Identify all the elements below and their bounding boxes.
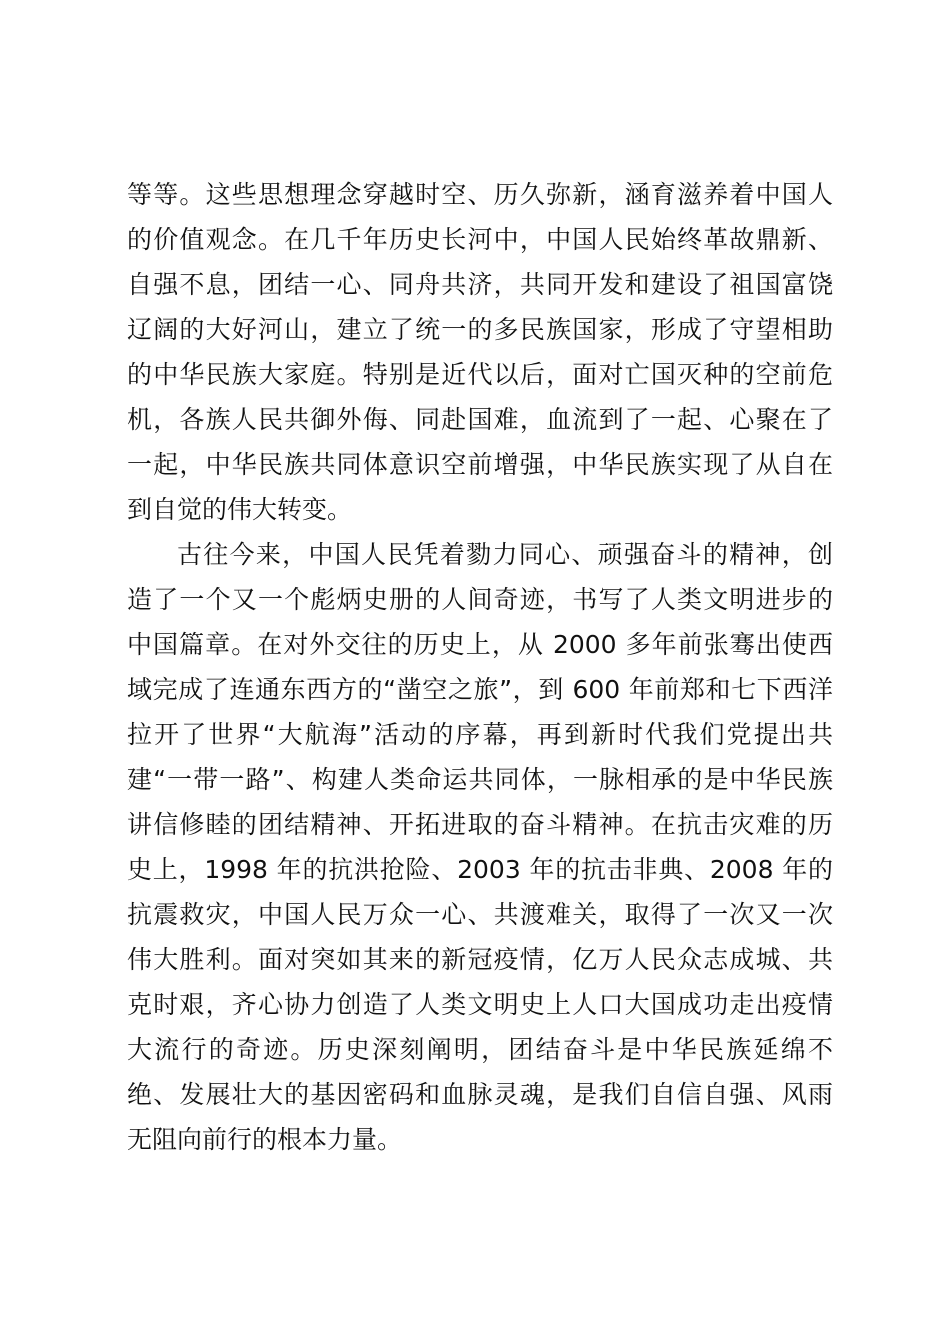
text-line: 克时艰，齐心协力创造了人类文明史上人口大国成功走出疫情 — [127, 990, 833, 1019]
text-line: 自强不息，团结一心、同舟共济，共同开发和建设了祖国富饶 — [127, 270, 833, 299]
text-line: 绝、发展壮大的基因密码和血脉灵魂，是我们自信自强、风雨 — [127, 1080, 833, 1109]
text-line: 一起，中华民族共同体意识空前增强，中华民族实现了从自在 — [127, 450, 833, 479]
text-line: 大流行的奇迹。历史深刻阐明，团结奋斗是中华民族延绵不 — [127, 1035, 833, 1064]
text-line: 辽阔的大好河山，建立了统一的多民族国家，形成了守望相助 — [127, 315, 833, 344]
text-line: 抗震救灾，中国人民万众一心、共渡难关，取得了一次又一次 — [127, 900, 833, 929]
text-line: 等等。这些思想理念穿越时空、历久弥新，涵育滋养着中国人 — [127, 180, 833, 209]
text-line: 古往今来，中国人民凭着勠力同心、顽强奋斗的精神，创 — [177, 540, 833, 569]
text-line: 伟大胜利。面对突如其来的新冠疫情，亿万人民众志成城、共 — [127, 945, 833, 974]
text-line: 的价值观念。在几千年历史长河中，中国人民始终革故鼎新、 — [127, 225, 833, 254]
paragraph-1 — [127, 172, 833, 532]
text-line: 域完成了连通东西方的“凿空之旅”，到 600 年前郑和七下西洋 — [127, 675, 833, 704]
paragraph-2 — [127, 532, 833, 1162]
text-line: 的中华民族大家庭。特别是近代以后，面对亡国灭种的空前危 — [127, 360, 833, 389]
text-line: 拉开了世界“大航海”活动的序幕，再到新时代我们党提出共 — [127, 720, 833, 749]
text-line: 史上，1998 年的抗洪抢险、2003 年的抗击非典、2008 年的 — [127, 855, 833, 884]
text-line: 讲信修睦的团结精神、开拓进取的奋斗精神。在抗击灾难的历 — [127, 810, 833, 839]
document-body — [127, 172, 833, 1162]
text-line: 机，各族人民共御外侮、同赴国难，血流到了一起、心聚在了 — [127, 405, 833, 434]
text-line: 无阻向前行的根本力量。 — [127, 1125, 403, 1154]
text-line: 中国篇章。在对外交往的历史上，从 2000 多年前张骞出使西 — [127, 630, 833, 659]
text-line: 到自觉的伟大转变。 — [127, 495, 353, 524]
text-line: 建“一带一路”、构建人类命运共同体，一脉相承的是中华民族 — [127, 765, 833, 794]
text-line: 造了一个又一个彪炳史册的人间奇迹，书写了人类文明进步的 — [127, 585, 833, 614]
